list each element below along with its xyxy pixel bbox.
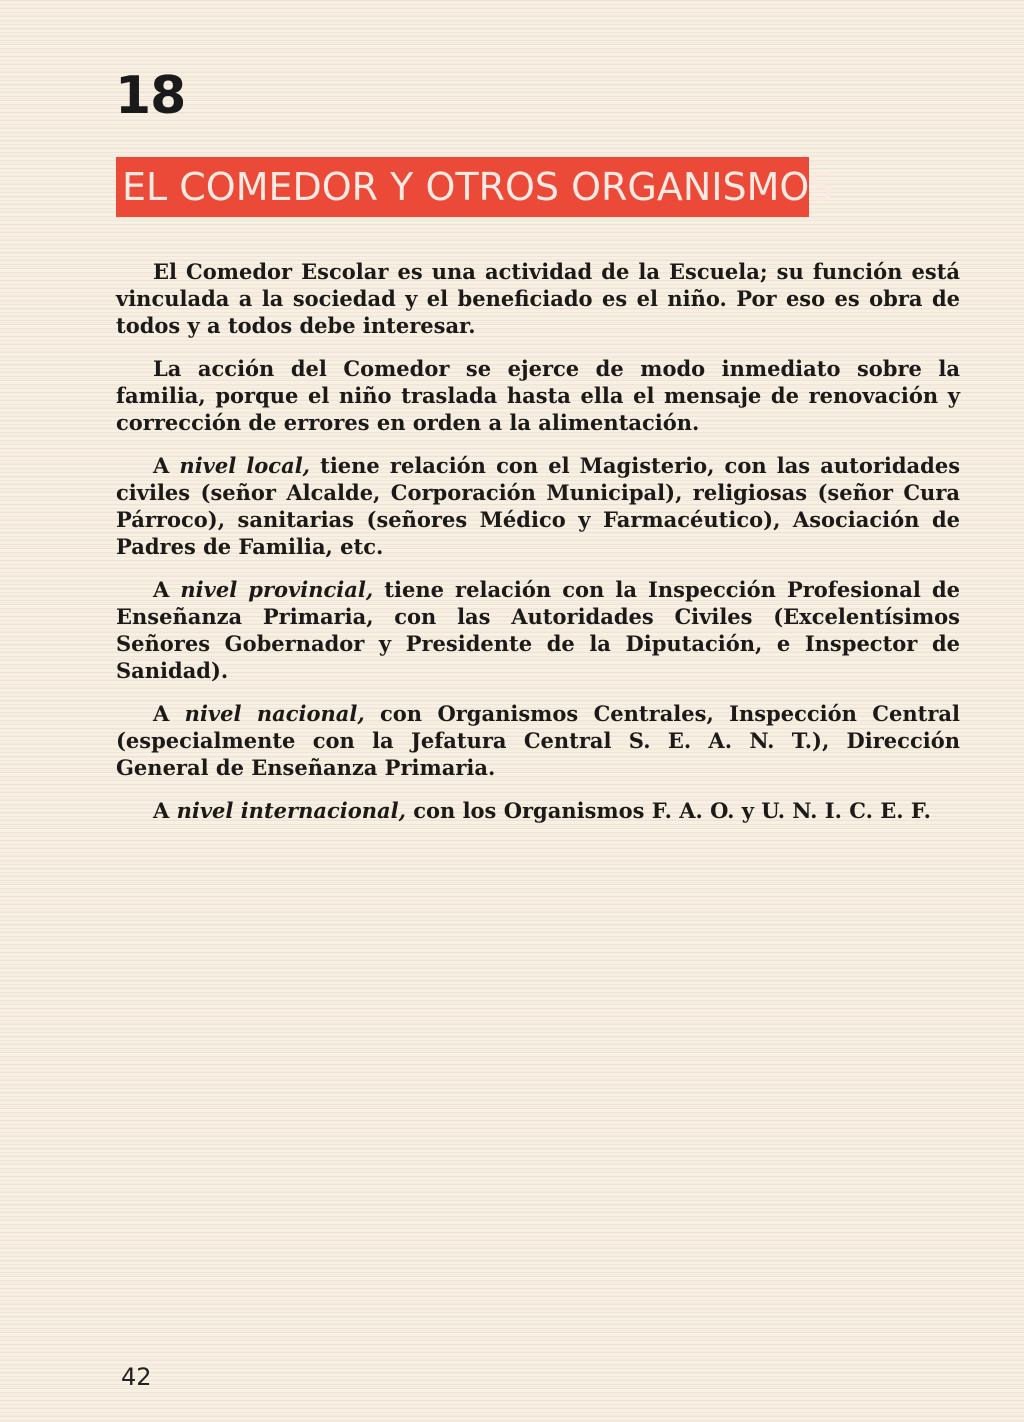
paragraph-lead: A: [153, 577, 170, 602]
paragraph-lead: A: [153, 701, 170, 726]
emphasis-nivel-nacional: nivel nacional,: [184, 701, 365, 726]
body-text: [116, 258, 960, 840]
paragraph-rest: tiene relación con la Inspección Profesional de Enseñanza Primaria, con las Autoridades Civiles (Excelentísimos Señores Gobernador y Presidente de la Diputación, e Inspector de Sanidad).: [116, 577, 961, 683]
paragraph-local: [116, 452, 960, 560]
paragraph-nacional: [116, 700, 960, 781]
paragraph-rest: con Organismos Centrales, Inspección Central (especialmente con la Jefatura Central S. E. A. N. T.), Dirección General de Enseñanza Primaria.: [116, 701, 960, 780]
chapter-title: EL COMEDOR Y OTROS ORGANISMOS: [122, 165, 834, 209]
emphasis-nivel-provincial: nivel provincial,: [180, 577, 374, 602]
page-number: 42: [121, 1363, 152, 1391]
paragraph-rest: con los Organismos F. A. O. y U. N. I. C. E. F.: [413, 798, 931, 823]
paragraph-2: La acción del Comedor se ejerce de modo inmediato sobre la familia, porque el niño traslada hasta ella el mensaje de renovación y corrección de errores en orden a la alimentación.: [116, 356, 960, 435]
emphasis-nivel-local: nivel local,: [179, 453, 310, 478]
paragraph-1: El Comedor Escolar es una actividad de la Escuela; su función está vinculada a la sociedad y el beneficiado es el niño. Por eso es obra de todos y a todos debe interesar.: [116, 259, 960, 338]
chapter-number: 18: [115, 66, 186, 126]
paragraph-lead: A: [153, 798, 170, 823]
paragraph-internacional: [116, 797, 960, 824]
paragraph-provincial: [116, 576, 960, 684]
emphasis-nivel-internacional: nivel internacional,: [176, 798, 406, 823]
chapter-title-banner: [116, 157, 834, 217]
paragraph-lead: A: [153, 453, 170, 478]
paragraph-rest: tiene relación con el Magisterio, con las autoridades civiles (señor Alcalde, Corporación Municipal), religiosas (señor Cura Párroco), sanitarias (señores Médico y Farmacéutico), Asociación de Padres de Familia, etc.: [116, 453, 961, 559]
